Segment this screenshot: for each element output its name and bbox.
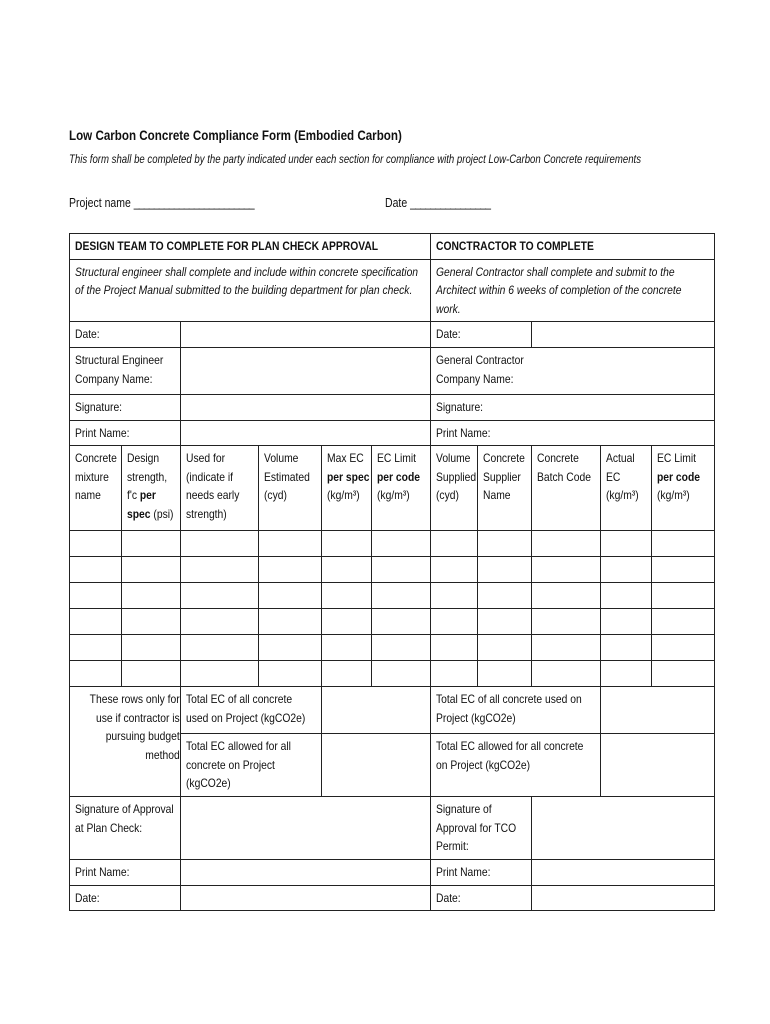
contractor-company-field[interactable]: General Contractor Company Name: [431,347,715,394]
table-cell[interactable] [532,583,601,609]
table-cell[interactable] [652,557,715,583]
table-cell[interactable] [70,531,122,557]
table-cell[interactable] [601,661,652,687]
table-cell[interactable] [478,583,532,609]
date-blank[interactable]: ________________ [410,196,491,210]
table-cell[interactable] [601,557,652,583]
table-cell[interactable] [372,609,431,635]
table-cell[interactable] [322,609,372,635]
col-used-for: Used for (indicate if needs early strength) [181,446,259,531]
table-cell[interactable] [652,609,715,635]
design-date-label: Date: [70,322,181,348]
design-signature-input[interactable] [181,394,431,420]
table-cell[interactable] [532,609,601,635]
table-cell[interactable] [601,531,652,557]
table-cell[interactable] [431,661,478,687]
form-title: Low Carbon Concrete Compliance Form (Embodied Carbon) [69,128,402,143]
contractor-instructions: General Contractor shall complete and submit to the Architect within 6 weeks of completion of the concrete work. [431,259,715,322]
table-row [70,609,715,635]
design-date-input[interactable] [181,322,431,348]
contractor-header: CONCTRACTOR TO COMPLETE [431,234,715,260]
design-signature-label: Signature: [70,394,181,420]
contractor-date-input[interactable] [532,322,715,348]
table-row [70,661,715,687]
table-cell[interactable] [181,661,259,687]
contractor-total-ec-allowed-label: Total EC allowed for all concrete on Project (kgCO2e) [431,734,601,797]
col-ec-limit-per-code: EC Limit per code (kg/m³) [372,446,431,531]
compliance-table [69,233,715,911]
approval-print-name-label: Print Name: [70,859,181,885]
table-row [70,557,715,583]
design-total-ec-used-input[interactable] [322,687,431,734]
table-cell[interactable] [259,583,322,609]
table-cell[interactable] [70,557,122,583]
table-cell[interactable] [372,557,431,583]
table-row [70,531,715,557]
date-field[interactable] [385,196,490,210]
budget-method-note: These rows only for use if contractor is pursuing budget method [70,687,181,797]
table-cell[interactable] [259,635,322,661]
approval-date-label: Date: [70,885,181,911]
plan-check-approval-input[interactable] [181,796,431,859]
table-cell[interactable] [372,531,431,557]
table-cell[interactable] [122,583,181,609]
table-cell[interactable] [652,635,715,661]
design-team-instructions: Structural engineer shall complete and include within concrete specification of the Project Manual submitted to the building department for plan check. [70,259,431,322]
table-cell[interactable] [70,583,122,609]
table-cell[interactable] [652,583,715,609]
table-cell[interactable] [70,609,122,635]
tco-date-label: Date: [431,885,532,911]
approval-print-name-input[interactable] [181,859,431,885]
table-cell[interactable] [478,531,532,557]
table-cell[interactable] [431,635,478,661]
table-cell[interactable] [431,531,478,557]
tco-approval-label: Signature of Approval for TCO Permit: [431,796,532,859]
col-max-ec-per-spec: Max EC per spec (kg/m³) [322,446,372,531]
project-name-label: Project name [69,196,131,210]
table-cell[interactable] [601,609,652,635]
table-cell[interactable] [372,661,431,687]
contractor-print-name-field[interactable]: Print Name: [431,420,715,446]
contractor-total-ec-allowed-input[interactable] [601,734,715,797]
table-cell[interactable] [372,635,431,661]
table-cell[interactable] [70,635,122,661]
table-cell[interactable] [372,583,431,609]
table-cell[interactable] [259,661,322,687]
design-team-header: DESIGN TEAM TO COMPLETE FOR PLAN CHECK APPROVAL [70,234,431,260]
col-design-strength: Design strength, f'c per spec (psi) [122,446,181,531]
col-concrete-supplier-name: Concrete Supplier Name [478,446,532,531]
table-cell[interactable] [122,635,181,661]
table-cell[interactable] [478,661,532,687]
table-cell[interactable] [322,583,372,609]
tco-date-input[interactable] [532,885,715,911]
project-name-field[interactable] [69,196,254,210]
table-cell[interactable] [70,661,122,687]
table-cell[interactable] [122,661,181,687]
design-total-ec-allowed-input[interactable] [322,734,431,797]
table-cell[interactable] [532,635,601,661]
col-volume-supplied: Volume Supplied (cyd) [431,446,478,531]
plan-check-approval-label: Signature of Approval at Plan Check: [70,796,181,859]
table-cell[interactable] [601,583,652,609]
col-actual-ec: Actual EC (kg/m³) [601,446,652,531]
table-cell[interactable] [431,609,478,635]
contractor-date-label: Date: [431,322,532,348]
table-cell[interactable] [532,531,601,557]
table-cell[interactable] [122,557,181,583]
table-cell[interactable] [478,557,532,583]
table-cell[interactable] [322,661,372,687]
design-print-name-input[interactable] [181,420,431,446]
table-cell[interactable] [259,609,322,635]
col-concrete-mixture-name: Concrete mixture name [70,446,122,531]
table-row [70,583,715,609]
tco-approval-input[interactable] [532,796,715,859]
col-volume-estimated: Volume Estimated (cyd) [259,446,322,531]
table-cell[interactable] [652,531,715,557]
table-cell[interactable] [181,557,259,583]
table-cell[interactable] [601,635,652,661]
engineer-company-label: Structural Engineer Company Name: [70,347,181,394]
table-cell[interactable] [652,661,715,687]
tco-print-name-input[interactable] [532,859,715,885]
table-cell[interactable] [322,557,372,583]
table-cell[interactable] [181,583,259,609]
contractor-total-ec-used-label: Total EC of all concrete used on Project (kgCO2e) [431,687,601,734]
table-cell[interactable] [478,609,532,635]
table-cell[interactable] [532,661,601,687]
table-cell[interactable] [122,609,181,635]
table-cell[interactable] [431,557,478,583]
contractor-signature-field[interactable]: Signature: [431,394,715,420]
design-total-ec-used-label: Total EC of all concrete used on Project (kgCO2e) [181,687,322,734]
table-cell[interactable] [122,531,181,557]
project-name-blank[interactable]: ________________________ [133,196,254,210]
approval-date-input[interactable] [181,885,431,911]
col-concrete-batch-code: Concrete Batch Code [532,446,601,531]
date-label: Date [385,196,408,210]
contractor-total-ec-used-input[interactable] [601,687,715,734]
table-cell[interactable] [181,609,259,635]
table-cell[interactable] [259,531,322,557]
table-cell[interactable] [532,557,601,583]
tco-print-name-label: Print Name: [431,859,532,885]
table-cell[interactable] [431,583,478,609]
engineer-company-input[interactable] [181,347,431,394]
table-cell[interactable] [322,531,372,557]
table-cell[interactable] [259,557,322,583]
table-row [70,635,715,661]
design-print-name-label: Print Name: [70,420,181,446]
table-cell[interactable] [181,635,259,661]
table-cell[interactable] [322,635,372,661]
table-cell[interactable] [478,635,532,661]
form-subtitle: This form shall be completed by the party indicated under each section for compliance with project Low-Carbon Concrete requirements [69,152,642,166]
table-cell[interactable] [181,531,259,557]
design-total-ec-allowed-label: Total EC allowed for all concrete on Project (kgCO2e) [181,734,322,797]
col-contractor-ec-limit-per-code: EC Limit per code (kg/m³) [652,446,715,531]
